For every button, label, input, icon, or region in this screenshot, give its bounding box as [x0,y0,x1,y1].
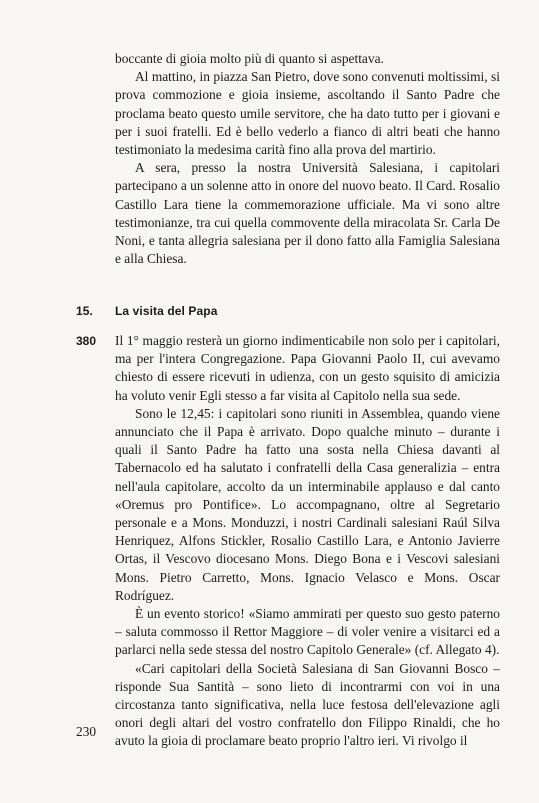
section-heading [76,304,218,318]
paragraph: È un evento storico! «Siamo ammirati per questo suo gesto paterno – saluta commosso il Rettor Maggiore – di voler venire a visitarci ed a parlarci nella sede stessa del nostro Capitolo Generale» (cf. Allegato 4). [115,606,500,658]
page-number: 230 [76,724,97,739]
section-title: La visita del Papa [115,304,218,318]
body-text [115,332,500,751]
intro-text [115,50,500,268]
paragraph: boccante di gioia molto più di quanto si aspettava. [115,51,384,66]
marginal-paragraph-number: 380 [76,334,97,348]
paragraph: Al mattino, in piazza San Pietro, dove sono convenuti moltissimi, si prova commozione e gioia insieme, ascoltando il Santo Padre che proclama beato questo umile servitore, che ha dato tutto per i giovani e per i suoi fratelli. Ed è bello vederlo a fianco di altri beati che hanno testimoniato la medesima carità fino alla prova del martirio. [115,69,500,158]
paragraph: Il 1° maggio resterà un giorno indimenticabile non solo per i capitolari, ma per l'intera Congregazione. Papa Giovanni Paolo II, cui avevamo chiesto di essere ricevuti in udienza, con un gesto squisito di amicizia ha voluto venir Egli stesso a far visita al Capitolo nella sua sede. [115,333,500,403]
paragraph: Sono le 12,45: i capitolari sono riuniti in Assemblea, quando viene annunciato che il Papa è arrivato. Dopo qualche minuto – durante i quali il Santo Padre ha fatto una sosta nella Chiesa davanti al Tabernacolo ed ha salutato i confratelli della Casa generalizia – entra nell'aula capitolare, accolto da un interminabile applauso e dal canto «Oremus pro Pontifice». Lo accompagnano, oltre al Segretario personale e a Mons. Monduzzi, i nostri Cardinali salesiani Raúl Silva Henriquez, Alfons Stickler, Rosalio Castillo Lara, e Antonio Javierre Ortas, il Vescovo diocesano Mons. Diego Bona e i Vescovi salesiani Mons. Pietro Carretto, Mons. Ignacio Velasco e Mons. Oscar Rodríguez. [115,405,500,603]
paragraph: A sera, presso la nostra Università Salesiana, i capitolari partecipano a un solenne atto in onore del nuovo beato. Il Card. Rosalio Castillo Lara tiene la commemorazione ufficiale. Ma vi sono altre testimonianze, tra cui quella commovente della miracolata Sr. Carla De Noni, e tanta allegria salesiana per il dono fatto alla Famiglia Salesiana e alla Chiesa. [115,160,500,267]
section-number: 15. [76,304,93,318]
paragraph: «Cari capitolari della Società Salesiana di San Giovanni Bosco – risponde Sua Santità – sono lieto di incontrarmi con voi in una circostanza tanto significativa, nella luce festosa dell'elevazione agli onori degli altari del vostro confratello don Filippo Rinaldi, che ho avuto la gioia di proclamare beato proprio l'altro ieri. Vi rivolgo il [115,660,500,749]
